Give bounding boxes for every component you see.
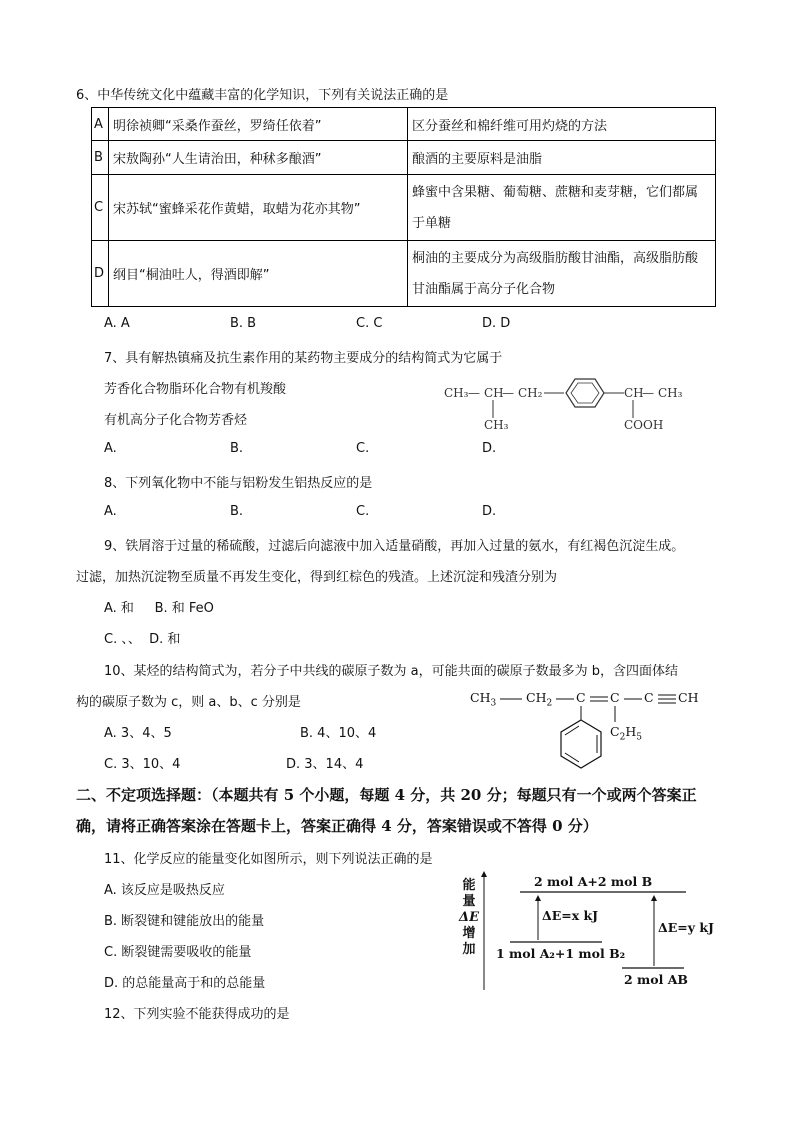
q11-option-c[interactable]: C. 断裂键需要吸收的能量	[104, 945, 252, 960]
section2-line2: 确，请将正确答案涂在答题卡上，答案正确得 4 分，答案错误或不答得 0 分）	[76, 817, 598, 835]
table-row	[92, 141, 716, 175]
delta-e-y-label: ΔE=y kJ	[658, 920, 714, 935]
energy-axis-label: 能 量 ΔE 增 加	[459, 878, 479, 957]
row-right-line: 于单糖	[412, 215, 452, 231]
q9-options-ab[interactable]: A. 和 B. 和 FeO	[104, 601, 214, 616]
q10-line1: 10、某烃的结构简式为，若分子中共线的碳原子数为 a，可能共面的碳原子数最多为 b，含四面体结	[104, 664, 679, 679]
row-right-line: 酿酒的主要原料是油脂	[412, 152, 543, 167]
q6-option-d[interactable]: D. D	[482, 316, 511, 331]
row-left: 宋敖陶孙“人生请治田，种秫多酿酒”	[109, 141, 408, 175]
q11-stem: 11、化学反应的能量变化如图所示，则下列说法正确的是	[104, 852, 433, 867]
q10-option-b[interactable]: B. 4、10、4	[300, 726, 377, 741]
q7-ch-right: CH	[624, 386, 644, 400]
bond-line	[610, 706, 620, 724]
q9-line2: 过滤，加热沉淀物至质量不再发生变化，得到红棕色的残渣。上述沉淀和残渣分别为	[76, 570, 558, 585]
q11-option-a[interactable]: A. 该反应是吸热反应	[104, 883, 225, 898]
row-right	[408, 175, 716, 241]
q10-c2h5: $C_2H_5$	[610, 724, 642, 743]
q6-option-c[interactable]: C. C	[356, 316, 383, 331]
bond-dash: —	[468, 386, 480, 400]
benzene-ring-icon	[558, 718, 604, 776]
row-key: A	[92, 108, 109, 141]
q10-option-a[interactable]: A. 3、4、5	[104, 726, 172, 741]
q7-ch3-right: CH₃	[658, 386, 683, 400]
q7-option-d[interactable]: D.	[482, 441, 497, 456]
q7-vertical-bond-2	[628, 400, 638, 420]
q8-option-a[interactable]: A.	[104, 504, 117, 519]
bond-dash: —	[502, 386, 514, 400]
q7-line2: 有机高分子化合物芳香烃	[104, 413, 248, 428]
q10-line2: 构的碳原子数为 c，则 a、b、c 分别是	[76, 695, 301, 710]
q7-option-a[interactable]: A.	[104, 441, 117, 456]
row-right	[408, 141, 716, 175]
q10-c3: C	[644, 690, 654, 705]
row-key: C	[92, 175, 109, 241]
q6-option-b[interactable]: B. B	[230, 316, 257, 331]
q7-ch3-bottom: CH₃	[484, 418, 509, 432]
q8-stem: 8、下列氧化物中不能与铝粉发生铝热反应的是	[104, 476, 373, 491]
q7-ch: CH	[484, 386, 504, 400]
q7-ch3-left: CH₃	[444, 386, 469, 400]
row-right-line: 甘油酯属于高分子化合物	[412, 281, 556, 297]
triple-bond	[656, 694, 678, 706]
delta-e-x-label: ΔE=x kJ	[542, 908, 599, 923]
q7-option-c[interactable]: C.	[356, 441, 370, 456]
q10-option-d[interactable]: D. 3、14、4	[286, 757, 364, 772]
table-row	[92, 241, 716, 307]
table-row	[92, 175, 716, 241]
q11-option-d[interactable]: D. 的总能量高于和的总能量	[104, 976, 266, 991]
q10-ch2: $CH_2$	[526, 690, 553, 709]
q10-option-c[interactable]: C. 3、10、4	[104, 757, 181, 772]
row-right	[408, 241, 716, 307]
q10-ch-end: CH	[678, 690, 699, 705]
row-left: 纲目“桐油吐人，得酒即解”	[109, 241, 408, 307]
q8-option-c[interactable]: C.	[356, 504, 370, 519]
table-row	[92, 108, 716, 141]
level-bottom-label: 2 mol AB	[624, 972, 688, 987]
q12-stem: 12、下列实验不能获得成功的是	[104, 1007, 290, 1022]
q9-line1: 9、铁屑溶于过量的稀硫酸，过滤后向滤液中加入适量硝酸，再加入过量的氨水，有红褐色沉淀生成。	[104, 539, 685, 554]
row-key: D	[92, 241, 109, 307]
row-right-line: 蜂蜜中含果糖、葡萄糖、蔗糖和麦芽糖，它们都属	[412, 184, 699, 200]
level-top-label: 2 mol A+2 mol B	[534, 874, 653, 889]
bond-dash: —	[642, 386, 654, 400]
q7-structure	[444, 378, 694, 438]
q8-option-d[interactable]: D.	[482, 504, 497, 519]
bond-line	[622, 698, 644, 702]
row-right-line: 桐油的主要成分为高级脂肪酸甘油酯，高级脂肪酸	[412, 250, 699, 266]
section2-line1: 二、不定项选择题：（本题共有 5 个小题，每题 4 分，共 20 分；每题只有一个或两个答案正	[76, 786, 697, 804]
q10-c2: C	[610, 690, 620, 705]
bond-line	[554, 698, 576, 702]
level-mid-label: 1 mol A₂+1 mol B₂	[496, 946, 626, 961]
q6-stem: 6、中华传统文化中蕴藏丰富的化学知识，下列有关说法正确的是	[76, 88, 449, 103]
q7-line1: 芳香化合物脂环化合物有机羧酸	[104, 382, 287, 397]
q7-stem: 7、具有解热镇痛及抗生素作用的某药物主要成分的结构简式为它属于	[104, 351, 503, 366]
q7-ch2: CH₂	[518, 386, 543, 400]
energy-diagram	[450, 868, 730, 993]
q10-structure	[470, 688, 710, 778]
row-left: 明徐祯卿“采桑作蚕丝，罗绮任依着”	[109, 108, 408, 141]
q7-option-b[interactable]: B.	[230, 441, 244, 456]
bond-line	[498, 698, 524, 702]
q10-ch3: $CH_3$	[470, 690, 497, 709]
q6-option-a[interactable]: A. A	[104, 316, 130, 331]
q9-options-cd[interactable]: C. 、、 D. 和	[104, 632, 181, 647]
row-right-line: 区分蚕丝和棉纤维可用灼烧的方法	[412, 118, 608, 134]
q8-option-b[interactable]: B.	[230, 504, 244, 519]
q11-option-b[interactable]: B. 断裂键和键能放出的能量	[104, 914, 265, 929]
row-key: B	[92, 141, 109, 175]
q7-cooh: COOH	[624, 418, 664, 432]
q6-table	[91, 107, 716, 307]
row-left: 宋苏轼“蜜蜂采花作黄蜡，取蜡为花亦其物”	[109, 175, 408, 241]
row-right	[408, 108, 716, 141]
q7-vertical-bond	[488, 400, 498, 420]
double-bond	[588, 696, 610, 704]
benzene-ring-icon	[544, 376, 634, 416]
q10-c1: C	[576, 690, 586, 705]
